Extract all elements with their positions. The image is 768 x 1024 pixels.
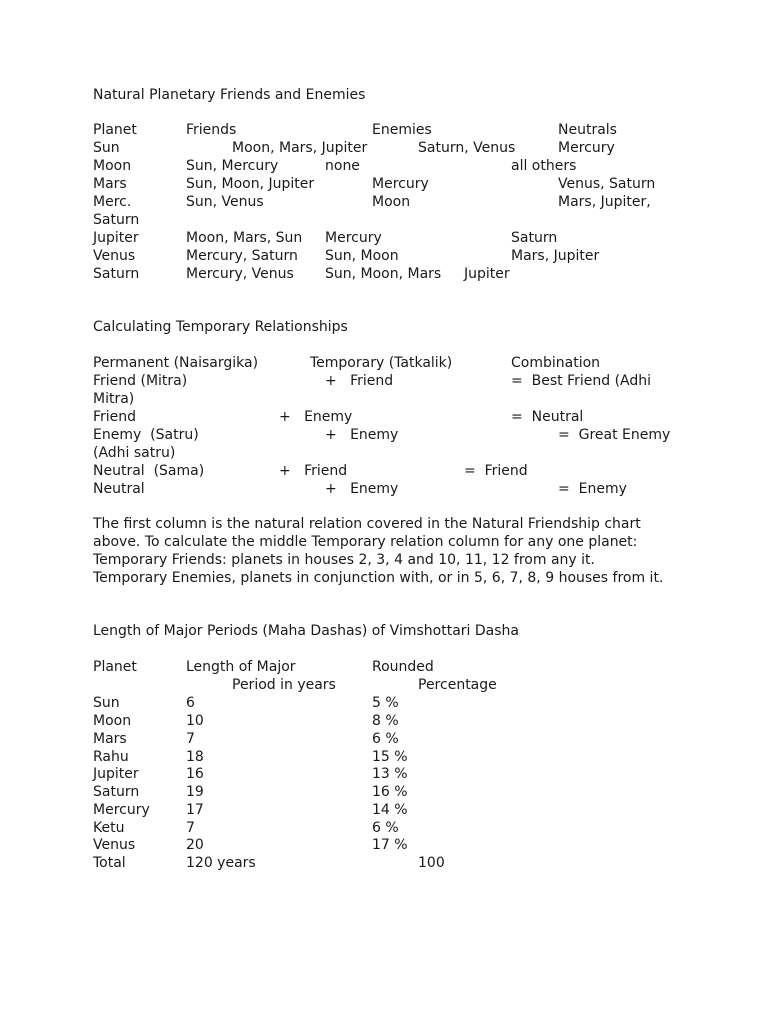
table-cell: Saturn <box>511 230 558 246</box>
table-cell: + Friend <box>279 463 348 479</box>
table-cell: Moon <box>93 158 132 174</box>
table-cell: + Friend <box>325 373 394 389</box>
section1-title: Natural Planetary Friends and Enemies <box>93 87 366 103</box>
table-cell: = Friend <box>464 463 528 479</box>
table-cell: Mercury <box>372 176 429 192</box>
table-cell: = Best Friend (Adhi <box>511 373 652 389</box>
table-cell: Sun <box>93 695 120 711</box>
table-cell: 17 % <box>372 837 408 853</box>
header-percentage: Percentage <box>418 677 497 693</box>
header-planet: Planet <box>93 659 137 675</box>
table-cell: Sun, Venus <box>186 194 264 210</box>
table-cell: (Adhi satru) <box>93 445 176 461</box>
table-cell: all others <box>511 158 577 174</box>
table-cell: 19 <box>186 784 204 800</box>
table-cell: Saturn <box>93 212 140 228</box>
table-cell: = Neutral <box>511 409 584 425</box>
section2-title: Calculating Temporary Relationships <box>93 319 348 335</box>
table-cell: Mars <box>93 176 127 192</box>
table-cell: Sun <box>93 140 120 156</box>
total-percentage: 100 <box>418 855 445 871</box>
header-neutrals: Neutrals <box>558 122 617 138</box>
table-cell: Moon <box>372 194 411 210</box>
paragraph-line: above. To calculate the middle Temporary relation column for any one planet: <box>93 534 638 550</box>
total-label: Total <box>93 855 126 871</box>
paragraph-line: Temporary Friends: planets in houses 2, 3, 4 and 10, 11, 12 from any it. <box>93 552 595 568</box>
table-cell: Mitra) <box>93 391 135 407</box>
table-cell: Mars, Jupiter <box>511 248 600 264</box>
table-cell: Mercury <box>558 140 615 156</box>
header-length-2: Period in years <box>232 677 336 693</box>
table-cell: Venus <box>93 248 136 264</box>
table-cell: 13 % <box>372 766 408 782</box>
header-planet: Planet <box>93 122 137 138</box>
table-cell: 15 % <box>372 749 408 765</box>
table-cell: Ketu <box>93 820 125 836</box>
table-cell: Neutral (Sama) <box>93 463 205 479</box>
table-cell: 10 <box>186 713 204 729</box>
table-cell: Saturn <box>93 784 140 800</box>
header-permanent: Permanent (Naisargika) <box>93 355 259 371</box>
table-cell: Jupiter <box>93 766 139 782</box>
table-cell: Sun, Moon <box>325 248 399 264</box>
table-cell: + Enemy <box>325 481 399 497</box>
table-cell: 8 % <box>372 713 399 729</box>
table-cell: Sun, Mercury <box>186 158 279 174</box>
total-years: 120 years <box>186 855 256 871</box>
table-cell: Moon, Mars, Jupiter <box>232 140 368 156</box>
table-cell: Sun, Moon, Jupiter <box>186 176 315 192</box>
table-cell: 16 <box>186 766 204 782</box>
table-cell: 6 <box>186 695 195 711</box>
table-cell: 6 % <box>372 731 399 747</box>
table-cell: Enemy (Satru) <box>93 427 199 443</box>
table-cell: Merc. <box>93 194 132 210</box>
paragraph-line: The first column is the natural relation covered in the Natural Friendship chart <box>93 516 641 532</box>
table-cell: + Enemy <box>279 409 353 425</box>
section3-title: Length of Major Periods (Maha Dashas) of Vimshottari Dasha <box>93 623 519 639</box>
table-cell: 17 <box>186 802 204 818</box>
table-cell: Mercury <box>93 802 150 818</box>
table-cell: 16 % <box>372 784 408 800</box>
table-cell: Saturn, Venus <box>418 140 516 156</box>
table-cell: Friend (Mitra) <box>93 373 188 389</box>
table-cell: = Enemy <box>558 481 627 497</box>
table-cell: Moon <box>93 713 132 729</box>
table-cell: 18 <box>186 749 204 765</box>
table-cell: Mercury, Venus <box>186 266 294 282</box>
table-cell: Mercury <box>325 230 382 246</box>
table-cell: none <box>325 158 360 174</box>
table-cell: Moon, Mars, Sun <box>186 230 303 246</box>
table-cell: 7 <box>186 820 195 836</box>
table-cell: = Great Enemy <box>558 427 671 443</box>
table-cell: Sun, Moon, Mars <box>325 266 442 282</box>
table-cell: Mars, Jupiter, <box>558 194 651 210</box>
table-cell: Venus, Saturn <box>558 176 656 192</box>
table-cell: 7 <box>186 731 195 747</box>
table-cell: 20 <box>186 837 204 853</box>
header-friends: Friends <box>186 122 237 138</box>
table-cell: Friend <box>93 409 137 425</box>
table-cell: Mars <box>93 731 127 747</box>
header-rounded: Rounded <box>372 659 434 675</box>
table-cell: Neutral <box>93 481 145 497</box>
header-combination: Combination <box>511 355 601 371</box>
table-cell: 5 % <box>372 695 399 711</box>
header-length: Length of Major <box>186 659 296 675</box>
table-cell: 6 % <box>372 820 399 836</box>
table-cell: Mercury, Saturn <box>186 248 298 264</box>
table-cell: Jupiter <box>464 266 510 282</box>
table-cell: Rahu <box>93 749 129 765</box>
table-cell: 14 % <box>372 802 408 818</box>
table-cell: Saturn <box>93 266 140 282</box>
table-cell: Jupiter <box>93 230 139 246</box>
paragraph-line: Temporary Enemies, planets in conjunction with, or in 5, 6, 7, 8, 9 houses from it. <box>93 570 664 586</box>
header-temporary: Temporary (Tatkalik) <box>310 355 453 371</box>
header-enemies: Enemies <box>372 122 432 138</box>
table-cell: Venus <box>93 837 136 853</box>
table-cell: + Enemy <box>325 427 399 443</box>
